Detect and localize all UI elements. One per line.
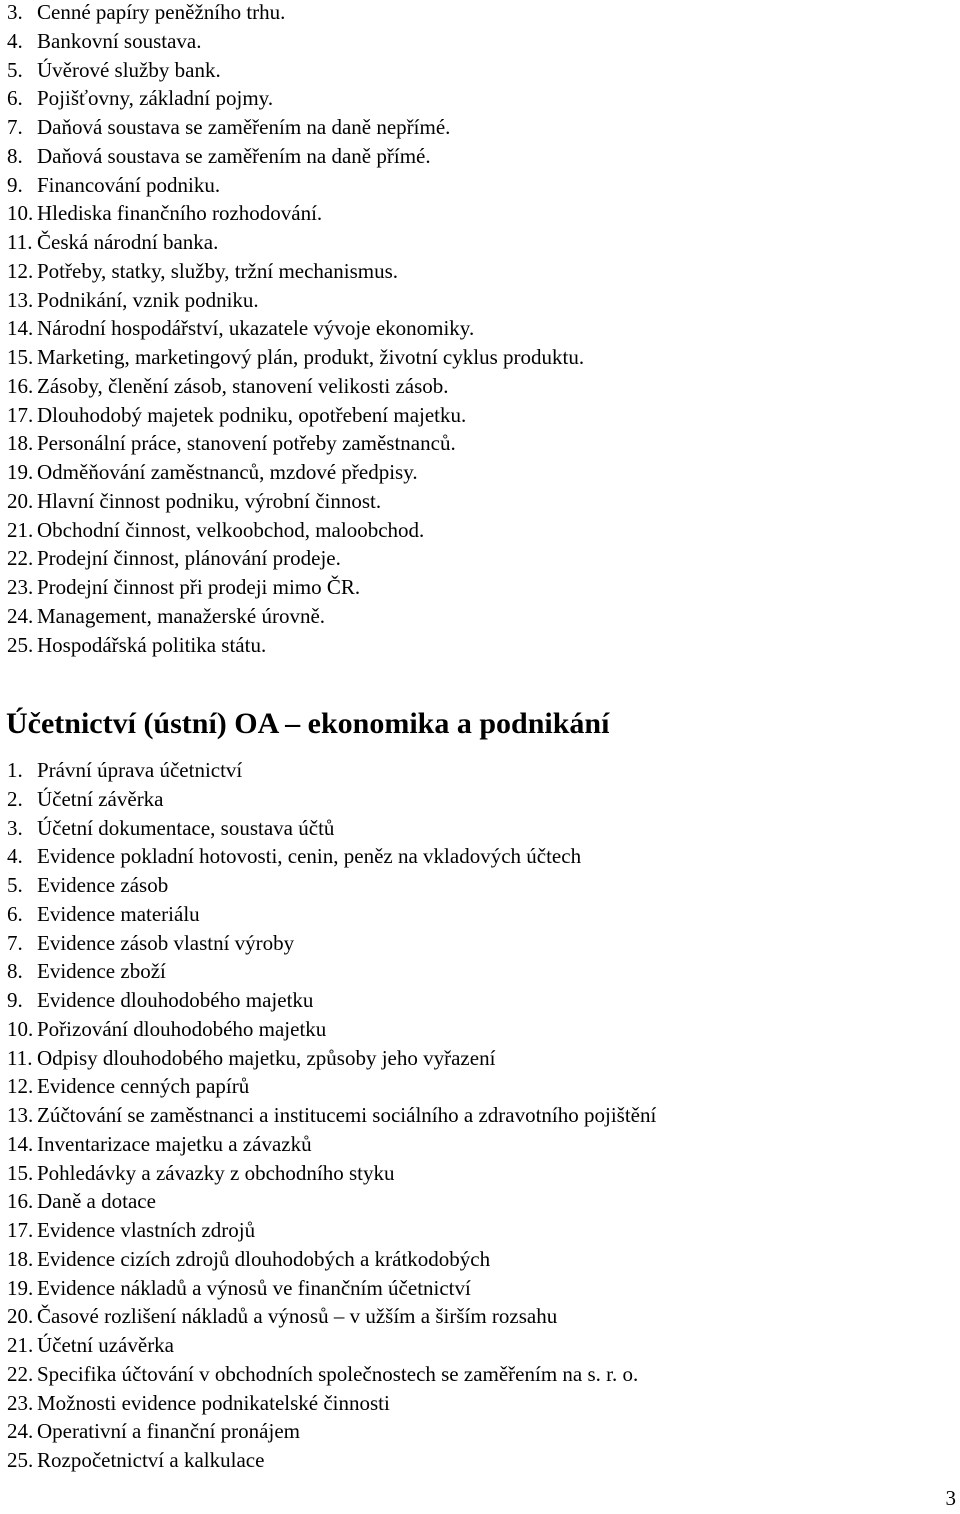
list-item xyxy=(0,343,584,372)
item-number: 5. xyxy=(7,873,23,897)
list-item xyxy=(0,986,656,1015)
item-number: 4. xyxy=(7,844,23,869)
item-number: 11. xyxy=(7,230,33,254)
item-text: Hlediska finančního rozhodování. xyxy=(37,201,323,226)
list-item xyxy=(0,0,584,27)
item-text: Inventarizace majetku a závazků xyxy=(37,1131,312,1156)
item-text: Specifika účtování v obchodních společnostech se zaměřením na s. r. o. xyxy=(37,1361,639,1386)
item-number: 17. xyxy=(7,402,34,427)
item-number: 7. xyxy=(7,115,23,139)
list-item xyxy=(0,1302,656,1331)
item-number: 18. xyxy=(7,431,34,456)
item-text: Evidence cenných papírů xyxy=(37,1074,250,1099)
item-number: 25. xyxy=(7,1448,34,1472)
item-number: 8. xyxy=(7,143,23,168)
list-item xyxy=(0,228,584,257)
item-number: 20. xyxy=(7,1304,34,1329)
item-text: Operativní a finanční pronájem xyxy=(37,1419,300,1444)
list-item xyxy=(0,199,584,228)
item-number: 8. xyxy=(7,959,23,984)
item-number: 14. xyxy=(7,1131,34,1156)
list-item xyxy=(0,1216,656,1245)
item-text: Prodejní činnost, plánování prodeje. xyxy=(37,546,341,571)
item-number: 1. xyxy=(7,758,23,782)
list-item xyxy=(0,1044,656,1073)
item-number: 13. xyxy=(7,287,34,312)
item-number: 6. xyxy=(7,86,23,111)
item-text: Marketing, marketingový plán, produkt, životní cyklus produktu. xyxy=(37,345,585,369)
list-item xyxy=(0,1130,656,1159)
item-text: Účetní uzávěrka xyxy=(37,1333,175,1357)
item-number: 11. xyxy=(7,1045,33,1070)
item-number: 12. xyxy=(7,1074,34,1099)
item-text: Zásoby, členění zásob, stanovení velikosti zásob. xyxy=(37,373,449,398)
item-text: Management, manažerské úrovně. xyxy=(37,603,326,628)
item-number: 16. xyxy=(7,373,34,398)
list-item xyxy=(0,487,584,516)
item-number: 12. xyxy=(7,258,34,283)
list-item xyxy=(0,314,584,343)
accounting-topics-list xyxy=(0,756,656,1475)
item-text: Odměňování zaměstnanců, mzdové předpisy. xyxy=(37,460,418,484)
list-item xyxy=(0,814,656,843)
item-text: Obchodní činnost, velkoobchod, maloobchod. xyxy=(37,517,425,542)
list-item xyxy=(0,1015,656,1044)
list-item xyxy=(0,516,584,545)
item-text: Evidence zásob xyxy=(37,873,169,897)
section-heading: Účetnictví (ústní) OA – ekonomika a podnikání xyxy=(6,707,610,740)
item-text: Zúčtování se zaměstnanci a institucemi sociálního a zdravotního pojištění xyxy=(37,1103,657,1127)
list-item xyxy=(0,429,584,458)
list-item xyxy=(0,1159,656,1188)
list-item xyxy=(0,84,584,113)
item-number: 25. xyxy=(7,632,34,657)
item-text: Pořizování dlouhodobého majetku xyxy=(37,1016,327,1041)
item-text: Daňová soustava se zaměřením na daně přímé. xyxy=(37,143,431,168)
item-number: 10. xyxy=(7,201,34,226)
item-text: Časové rozlišení nákladů a výnosů – v užším a širším rozsahu xyxy=(37,1304,558,1329)
list-item xyxy=(0,1245,656,1274)
item-number: 3. xyxy=(7,815,23,840)
list-item xyxy=(0,544,584,573)
item-text: Evidence zboží xyxy=(37,959,166,984)
list-item xyxy=(0,257,584,286)
list-item xyxy=(0,27,584,56)
list-item xyxy=(0,785,656,814)
list-item xyxy=(0,842,656,871)
list-item xyxy=(0,458,584,487)
item-number: 19. xyxy=(7,460,34,484)
list-item xyxy=(0,1331,656,1360)
item-number: 14. xyxy=(7,316,34,341)
item-text: Evidence nákladů a výnosů ve finančním účetnictví xyxy=(37,1275,471,1300)
list-item xyxy=(0,1274,656,1303)
item-text: Daně a dotace xyxy=(37,1189,156,1214)
list-item xyxy=(0,56,584,85)
item-text: Možnosti evidence podnikatelské činnosti xyxy=(37,1390,390,1415)
item-text: Odpisy dlouhodobého majetku, způsoby jeho vyřazení xyxy=(37,1045,496,1070)
item-number: 24. xyxy=(7,603,34,628)
item-number: 24. xyxy=(7,1419,34,1444)
item-number: 4. xyxy=(7,28,23,53)
list-item xyxy=(0,1389,656,1418)
list-item xyxy=(0,756,656,785)
item-text: Úvěrové služby bank. xyxy=(37,57,221,82)
item-text: Evidence cizích zdrojů dlouhodobých a krátkodobých xyxy=(37,1246,491,1271)
item-number: 6. xyxy=(7,901,23,926)
list-item xyxy=(0,401,584,430)
item-number: 9. xyxy=(7,172,23,197)
item-text: Evidence pokladní hotovosti, cenin, peněz na vkladových účtech xyxy=(37,844,582,869)
item-number: 21. xyxy=(7,517,34,542)
item-number: 10. xyxy=(7,1016,34,1041)
list-item xyxy=(0,871,656,900)
item-number: 5. xyxy=(7,57,23,82)
item-number: 20. xyxy=(7,488,34,513)
list-item xyxy=(0,171,584,200)
item-text: Pohledávky a závazky z obchodního styku xyxy=(37,1160,395,1185)
list-item xyxy=(0,1446,656,1475)
item-text: Dlouhodobý majetek podniku, opotřebení majetku. xyxy=(37,402,467,427)
item-number: 13. xyxy=(7,1103,34,1127)
item-text: Účetní závěrka xyxy=(37,786,164,811)
item-text: Hospodářská politika státu. xyxy=(37,632,267,657)
item-number: 17. xyxy=(7,1218,34,1242)
item-text: Bankovní soustava. xyxy=(37,28,202,53)
item-text: Prodejní činnost při prodeji mimo ČR. xyxy=(37,575,361,599)
item-text: Personální práce, stanovení potřeby zaměstnanců. xyxy=(37,431,456,456)
item-text: Právní úprava účetnictví xyxy=(37,758,243,782)
list-item xyxy=(0,929,656,958)
item-number: 22. xyxy=(7,546,34,571)
list-item xyxy=(0,142,584,171)
item-text: Cenné papíry peněžního trhu. xyxy=(37,0,286,24)
item-number: 7. xyxy=(7,930,23,955)
item-text: Podnikání, vznik podniku. xyxy=(37,287,259,312)
list-item xyxy=(0,372,584,401)
item-number: 15. xyxy=(7,1160,34,1185)
list-item xyxy=(0,1417,656,1446)
item-text: Pojišťovny, základní pojmy. xyxy=(37,86,274,111)
item-text: Účetní dokumentace, soustava účtů xyxy=(37,815,335,840)
item-text: Evidence vlastních zdrojů xyxy=(37,1218,256,1242)
item-text: Financování podniku. xyxy=(37,172,221,197)
list-item xyxy=(0,1360,656,1389)
list-item xyxy=(0,1101,656,1130)
item-number: 2. xyxy=(7,786,23,811)
item-text: Evidence materiálu xyxy=(37,901,200,926)
item-text: Národní hospodářství, ukazatele vývoje ekonomiky. xyxy=(37,316,475,341)
item-text: Daňová soustava se zaměřením na daně nepřímé. xyxy=(37,115,451,139)
item-number: 22. xyxy=(7,1361,34,1386)
item-text: Česká národní banka. xyxy=(37,230,219,254)
item-number: 23. xyxy=(7,575,34,599)
item-number: 15. xyxy=(7,345,34,369)
item-number: 9. xyxy=(7,988,23,1012)
item-number: 16. xyxy=(7,1189,34,1214)
item-number: 18. xyxy=(7,1246,34,1271)
list-item xyxy=(0,573,584,602)
item-text: Potřeby, statky, služby, tržní mechanismus. xyxy=(37,258,399,283)
list-item xyxy=(0,286,584,315)
page-number: 3 xyxy=(945,1486,956,1510)
item-text: Evidence zásob vlastní výroby xyxy=(37,930,295,955)
list-item xyxy=(0,900,656,929)
exam-topics-list xyxy=(0,0,584,659)
list-item xyxy=(0,1072,656,1101)
list-item xyxy=(0,1187,656,1216)
list-item xyxy=(0,957,656,986)
item-number: 19. xyxy=(7,1275,34,1300)
item-text: Hlavní činnost podniku, výrobní činnost. xyxy=(37,488,382,513)
list-item xyxy=(0,631,584,660)
item-number: 21. xyxy=(7,1333,34,1357)
list-item xyxy=(0,602,584,631)
item-number: 23. xyxy=(7,1390,34,1415)
item-text: Evidence dlouhodobého majetku xyxy=(37,988,314,1012)
list-item xyxy=(0,113,584,142)
item-text: Rozpočetnictví a kalkulace xyxy=(37,1448,265,1472)
item-number: 3. xyxy=(7,0,23,24)
